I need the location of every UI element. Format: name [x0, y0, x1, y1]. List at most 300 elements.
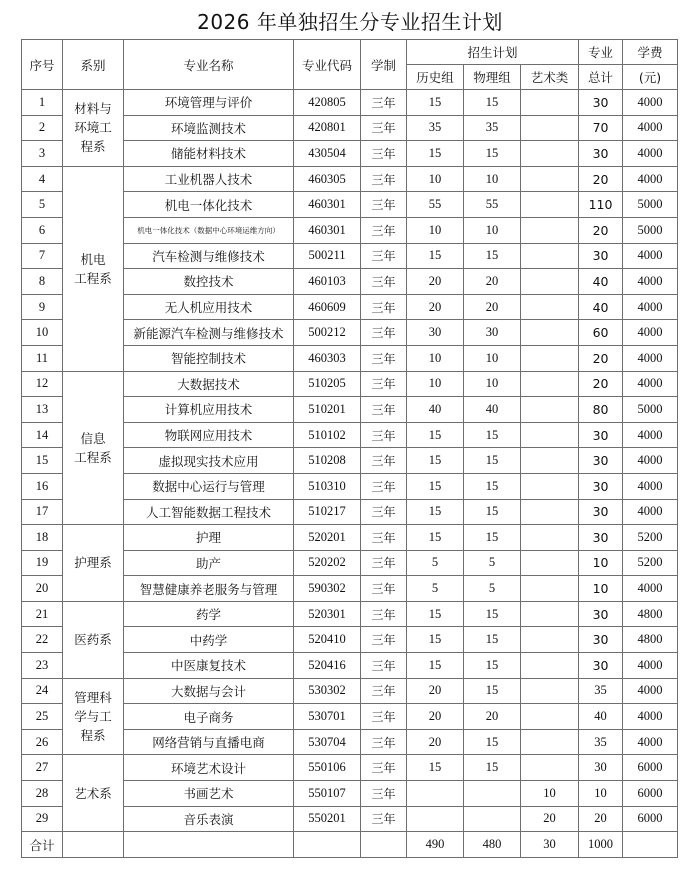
cell-history: 30 [407, 320, 464, 346]
cell-physics: 30 [464, 320, 521, 346]
cell-major: 大数据技术 [124, 371, 294, 397]
cell-history: 10 [407, 345, 464, 371]
cell-art [521, 653, 579, 679]
cell-total: 110 [579, 192, 623, 218]
cell-physics: 10 [464, 345, 521, 371]
cell-seq: 27 [22, 755, 63, 781]
summary-art: 30 [521, 832, 579, 858]
cell-major: 大数据与会计 [124, 678, 294, 704]
cell-total: 60 [579, 320, 623, 346]
cell-history [407, 781, 464, 807]
cell-history: 10 [407, 371, 464, 397]
cell-major: 储能材料技术 [124, 141, 294, 167]
cell-physics: 40 [464, 397, 521, 423]
cell-seq: 20 [22, 576, 63, 602]
cell-art [521, 704, 579, 730]
cell-total: 30 [579, 141, 623, 167]
cell-art [521, 601, 579, 627]
cell-art [521, 269, 579, 295]
cell-major: 护理 [124, 525, 294, 551]
cell-code: 460301 [294, 192, 361, 218]
cell-physics: 15 [464, 755, 521, 781]
cell-duration: 三年 [361, 473, 407, 499]
table-row [22, 166, 678, 192]
cell-art [521, 217, 579, 243]
cell-history: 15 [407, 653, 464, 679]
summary-total: 1000 [579, 832, 623, 858]
cell-art [521, 192, 579, 218]
cell-duration: 三年 [361, 653, 407, 679]
cell-art [521, 525, 579, 551]
cell-major: 电子商务 [124, 704, 294, 730]
cell-total: 30 [579, 755, 623, 781]
cell-physics: 35 [464, 115, 521, 141]
cell-history: 15 [407, 90, 464, 116]
cell-major: 数据中心运行与管理 [124, 473, 294, 499]
table-body [22, 90, 678, 832]
cell-physics: 15 [464, 499, 521, 525]
cell-total: 70 [579, 115, 623, 141]
cell-art [521, 499, 579, 525]
cell-seq: 25 [22, 704, 63, 730]
cell-code: 460103 [294, 269, 361, 295]
cell-code: 510201 [294, 397, 361, 423]
cell-duration: 三年 [361, 806, 407, 832]
cell-code: 530704 [294, 729, 361, 755]
header-total-1: 专业 [579, 40, 623, 65]
cell-seq: 23 [22, 653, 63, 679]
cell-total: 40 [579, 269, 623, 295]
cell-major: 药学 [124, 601, 294, 627]
cell-code: 530302 [294, 678, 361, 704]
cell-history: 40 [407, 397, 464, 423]
cell-duration: 三年 [361, 294, 407, 320]
cell-total: 20 [579, 345, 623, 371]
cell-code: 420801 [294, 115, 361, 141]
cell-total: 80 [579, 397, 623, 423]
cell-dept [63, 371, 124, 525]
cell-total: 30 [579, 653, 623, 679]
cell-code: 500212 [294, 320, 361, 346]
cell-duration: 三年 [361, 627, 407, 653]
cell-history: 15 [407, 243, 464, 269]
header-art: 艺术类 [521, 65, 579, 90]
summary-empty [361, 832, 407, 858]
cell-total: 30 [579, 448, 623, 474]
dept-label-line: 程系 [80, 728, 106, 744]
summary-empty [294, 832, 361, 858]
cell-art [521, 243, 579, 269]
cell-seq: 12 [22, 371, 63, 397]
cell-total: 40 [579, 704, 623, 730]
cell-fee: 4000 [623, 294, 678, 320]
cell-duration: 三年 [361, 729, 407, 755]
summary-label: 合计 [22, 832, 63, 858]
cell-code: 510310 [294, 473, 361, 499]
header-plan: 招生计划 [407, 40, 579, 65]
cell-total: 30 [579, 243, 623, 269]
cell-major: 助产 [124, 550, 294, 576]
cell-art [521, 729, 579, 755]
cell-major: 中药学 [124, 627, 294, 653]
cell-duration: 三年 [361, 422, 407, 448]
cell-fee: 4000 [623, 576, 678, 602]
dept-label-line: 工程系 [74, 449, 112, 465]
table-row [22, 755, 678, 781]
cell-fee: 4000 [623, 499, 678, 525]
cell-history: 10 [407, 217, 464, 243]
header-physics: 物理组 [464, 65, 521, 90]
cell-code: 510205 [294, 371, 361, 397]
cell-seq: 14 [22, 422, 63, 448]
cell-fee: 4000 [623, 473, 678, 499]
cell-duration: 三年 [361, 525, 407, 551]
cell-total: 35 [579, 678, 623, 704]
dept-label-line: 护理系 [74, 555, 112, 571]
cell-art [521, 627, 579, 653]
cell-seq: 5 [22, 192, 63, 218]
cell-fee: 4000 [623, 371, 678, 397]
cell-major: 书画艺术 [124, 781, 294, 807]
cell-fee: 4800 [623, 627, 678, 653]
table-row [22, 90, 678, 116]
cell-seq: 28 [22, 781, 63, 807]
cell-duration: 三年 [361, 397, 407, 423]
cell-physics: 15 [464, 525, 521, 551]
cell-code: 460305 [294, 166, 361, 192]
cell-physics: 20 [464, 704, 521, 730]
cell-major: 机电一体化技术 [124, 192, 294, 218]
cell-duration: 三年 [361, 320, 407, 346]
dept-label-line: 机电 [80, 251, 106, 267]
cell-code: 420805 [294, 90, 361, 116]
cell-history: 35 [407, 115, 464, 141]
cell-fee: 4000 [623, 141, 678, 167]
cell-seq: 24 [22, 678, 63, 704]
cell-code: 460303 [294, 345, 361, 371]
cell-physics: 5 [464, 550, 521, 576]
cell-fee: 5200 [623, 525, 678, 551]
cell-duration: 三年 [361, 192, 407, 218]
cell-seq: 11 [22, 345, 63, 371]
cell-dept [63, 678, 124, 755]
cell-seq: 7 [22, 243, 63, 269]
cell-duration: 三年 [361, 243, 407, 269]
dept-label-line: 艺术系 [74, 785, 112, 801]
cell-code: 530701 [294, 704, 361, 730]
cell-fee: 4000 [623, 653, 678, 679]
cell-code: 590302 [294, 576, 361, 602]
header-history: 历史组 [407, 65, 464, 90]
table-row [22, 371, 678, 397]
cell-seq: 19 [22, 550, 63, 576]
cell-fee: 4000 [623, 729, 678, 755]
cell-fee: 4800 [623, 601, 678, 627]
cell-major: 环境艺术设计 [124, 755, 294, 781]
cell-fee: 5000 [623, 192, 678, 218]
cell-major: 中医康复技术 [124, 653, 294, 679]
header-dept: 系别 [63, 40, 124, 90]
cell-history: 15 [407, 499, 464, 525]
cell-history: 15 [407, 601, 464, 627]
cell-fee: 5000 [623, 397, 678, 423]
cell-code: 520301 [294, 601, 361, 627]
cell-art [521, 345, 579, 371]
cell-fee: 4000 [623, 448, 678, 474]
header-fee-2: (元) [623, 65, 678, 90]
cell-duration: 三年 [361, 576, 407, 602]
cell-major: 人工智能数据工程技术 [124, 499, 294, 525]
cell-seq: 6 [22, 217, 63, 243]
cell-fee: 4000 [623, 345, 678, 371]
header-seq: 序号 [22, 40, 63, 90]
cell-fee: 6000 [623, 755, 678, 781]
cell-duration: 三年 [361, 678, 407, 704]
summary-history: 490 [407, 832, 464, 858]
cell-code: 550201 [294, 806, 361, 832]
cell-physics: 15 [464, 90, 521, 116]
cell-history: 15 [407, 422, 464, 448]
cell-fee: 4000 [623, 115, 678, 141]
cell-fee: 4000 [623, 678, 678, 704]
cell-duration: 三年 [361, 269, 407, 295]
dept-label-line: 管理科 [74, 690, 112, 706]
cell-duration: 三年 [361, 601, 407, 627]
cell-art [521, 397, 579, 423]
cell-seq: 4 [22, 166, 63, 192]
cell-dept [63, 601, 124, 678]
cell-total: 30 [579, 473, 623, 499]
cell-fee: 4000 [623, 320, 678, 346]
cell-duration: 三年 [361, 217, 407, 243]
cell-physics [464, 806, 521, 832]
cell-history: 20 [407, 704, 464, 730]
cell-code: 550107 [294, 781, 361, 807]
cell-total: 10 [579, 781, 623, 807]
cell-physics: 15 [464, 678, 521, 704]
cell-total: 30 [579, 627, 623, 653]
cell-code: 460609 [294, 294, 361, 320]
cell-physics: 15 [464, 422, 521, 448]
cell-code: 500211 [294, 243, 361, 269]
cell-history: 5 [407, 550, 464, 576]
cell-history: 15 [407, 473, 464, 499]
cell-dept [63, 90, 124, 167]
cell-physics: 10 [464, 166, 521, 192]
cell-history: 20 [407, 678, 464, 704]
cell-seq: 1 [22, 90, 63, 116]
cell-duration: 三年 [361, 166, 407, 192]
cell-art [521, 448, 579, 474]
cell-art [521, 473, 579, 499]
cell-total: 30 [579, 601, 623, 627]
cell-seq: 2 [22, 115, 63, 141]
cell-major: 新能源汽车检测与维修技术 [124, 320, 294, 346]
summary-empty [124, 832, 294, 858]
cell-physics: 10 [464, 371, 521, 397]
cell-physics: 15 [464, 729, 521, 755]
cell-code: 520410 [294, 627, 361, 653]
cell-code: 430504 [294, 141, 361, 167]
cell-dept [63, 525, 124, 602]
cell-physics: 15 [464, 243, 521, 269]
cell-seq: 26 [22, 729, 63, 755]
cell-seq: 8 [22, 269, 63, 295]
cell-physics: 5 [464, 576, 521, 602]
cell-major: 智慧健康养老服务与管理 [124, 576, 294, 602]
cell-history: 10 [407, 166, 464, 192]
cell-duration: 三年 [361, 90, 407, 116]
cell-fee: 4000 [623, 269, 678, 295]
cell-total: 30 [579, 499, 623, 525]
cell-physics: 15 [464, 473, 521, 499]
cell-art [521, 166, 579, 192]
cell-seq: 3 [22, 141, 63, 167]
summary-physics: 480 [464, 832, 521, 858]
cell-art [521, 422, 579, 448]
cell-duration: 三年 [361, 448, 407, 474]
cell-history: 15 [407, 627, 464, 653]
cell-art [521, 320, 579, 346]
cell-history: 15 [407, 525, 464, 551]
cell-major: 汽车检测与维修技术 [124, 243, 294, 269]
cell-history [407, 806, 464, 832]
cell-fee: 5200 [623, 550, 678, 576]
cell-art [521, 90, 579, 116]
dept-label-line: 程系 [80, 139, 106, 155]
header-code: 专业代码 [294, 40, 361, 90]
cell-fee: 4000 [623, 243, 678, 269]
header-major: 专业名称 [124, 40, 294, 90]
cell-history: 20 [407, 294, 464, 320]
cell-total: 10 [579, 550, 623, 576]
cell-seq: 9 [22, 294, 63, 320]
cell-major: 虚拟现实技术应用 [124, 448, 294, 474]
cell-fee: 4000 [623, 422, 678, 448]
summary-empty [63, 832, 124, 858]
cell-major: 环境监测技术 [124, 115, 294, 141]
cell-history: 15 [407, 755, 464, 781]
cell-total: 30 [579, 525, 623, 551]
cell-art [521, 678, 579, 704]
dept-label-line: 材料与 [74, 101, 112, 117]
cell-physics: 15 [464, 653, 521, 679]
cell-duration: 三年 [361, 499, 407, 525]
cell-physics: 15 [464, 448, 521, 474]
summary-row [22, 832, 678, 858]
cell-physics: 10 [464, 217, 521, 243]
dept-label-line: 学与工 [74, 709, 112, 725]
cell-history: 5 [407, 576, 464, 602]
cell-total: 30 [579, 90, 623, 116]
cell-major: 智能控制技术 [124, 345, 294, 371]
cell-total: 20 [579, 371, 623, 397]
cell-code: 520202 [294, 550, 361, 576]
cell-total: 30 [579, 422, 623, 448]
cell-major: 工业机器人技术 [124, 166, 294, 192]
cell-major: 数控技术 [124, 269, 294, 295]
cell-dept [63, 166, 124, 371]
cell-physics: 15 [464, 627, 521, 653]
cell-physics: 55 [464, 192, 521, 218]
cell-physics: 15 [464, 601, 521, 627]
cell-duration: 三年 [361, 141, 407, 167]
cell-history: 15 [407, 448, 464, 474]
cell-duration: 三年 [361, 371, 407, 397]
cell-history: 20 [407, 729, 464, 755]
summary-empty [623, 832, 678, 858]
cell-seq: 15 [22, 448, 63, 474]
cell-seq: 21 [22, 601, 63, 627]
cell-major: 音乐表演 [124, 806, 294, 832]
cell-major: 物联网应用技术 [124, 422, 294, 448]
cell-seq: 16 [22, 473, 63, 499]
cell-art [521, 371, 579, 397]
cell-major: 无人机应用技术 [124, 294, 294, 320]
cell-fee: 5000 [623, 217, 678, 243]
cell-fee: 4000 [623, 704, 678, 730]
dept-label-line: 环境工 [74, 120, 112, 136]
cell-art [521, 576, 579, 602]
cell-fee: 6000 [623, 806, 678, 832]
cell-seq: 18 [22, 525, 63, 551]
header-fee-1: 学费 [623, 40, 678, 65]
cell-seq: 22 [22, 627, 63, 653]
cell-major: 网络营销与直播电商 [124, 729, 294, 755]
cell-code: 510102 [294, 422, 361, 448]
header-duration: 学制 [361, 40, 407, 90]
cell-history: 55 [407, 192, 464, 218]
table-row [22, 601, 678, 627]
dept-label-line: 工程系 [74, 270, 112, 286]
dept-label-line: 医药系 [74, 632, 112, 648]
cell-duration: 三年 [361, 345, 407, 371]
cell-code: 550106 [294, 755, 361, 781]
cell-total: 40 [579, 294, 623, 320]
cell-physics: 20 [464, 294, 521, 320]
cell-art [521, 141, 579, 167]
cell-seq: 17 [22, 499, 63, 525]
cell-code: 460301 [294, 217, 361, 243]
dept-label-line: 信息 [80, 430, 106, 446]
cell-dept [63, 755, 124, 832]
cell-duration: 三年 [361, 115, 407, 141]
cell-art: 10 [521, 781, 579, 807]
header-total-2: 总计 [579, 65, 623, 90]
cell-code: 510208 [294, 448, 361, 474]
enrollment-plan-table [21, 39, 678, 858]
cell-seq: 10 [22, 320, 63, 346]
cell-art: 20 [521, 806, 579, 832]
cell-duration: 三年 [361, 755, 407, 781]
cell-major: 机电一体化技术（数据中心环境运维方向） [124, 217, 294, 243]
cell-code: 520416 [294, 653, 361, 679]
cell-code: 520201 [294, 525, 361, 551]
cell-total: 35 [579, 729, 623, 755]
cell-total: 20 [579, 806, 623, 832]
cell-physics [464, 781, 521, 807]
cell-code: 510217 [294, 499, 361, 525]
cell-fee: 6000 [623, 781, 678, 807]
cell-physics: 15 [464, 141, 521, 167]
cell-art [521, 755, 579, 781]
cell-duration: 三年 [361, 550, 407, 576]
cell-fee: 4000 [623, 90, 678, 116]
cell-duration: 三年 [361, 704, 407, 730]
cell-seq: 13 [22, 397, 63, 423]
cell-art [521, 294, 579, 320]
cell-seq: 29 [22, 806, 63, 832]
